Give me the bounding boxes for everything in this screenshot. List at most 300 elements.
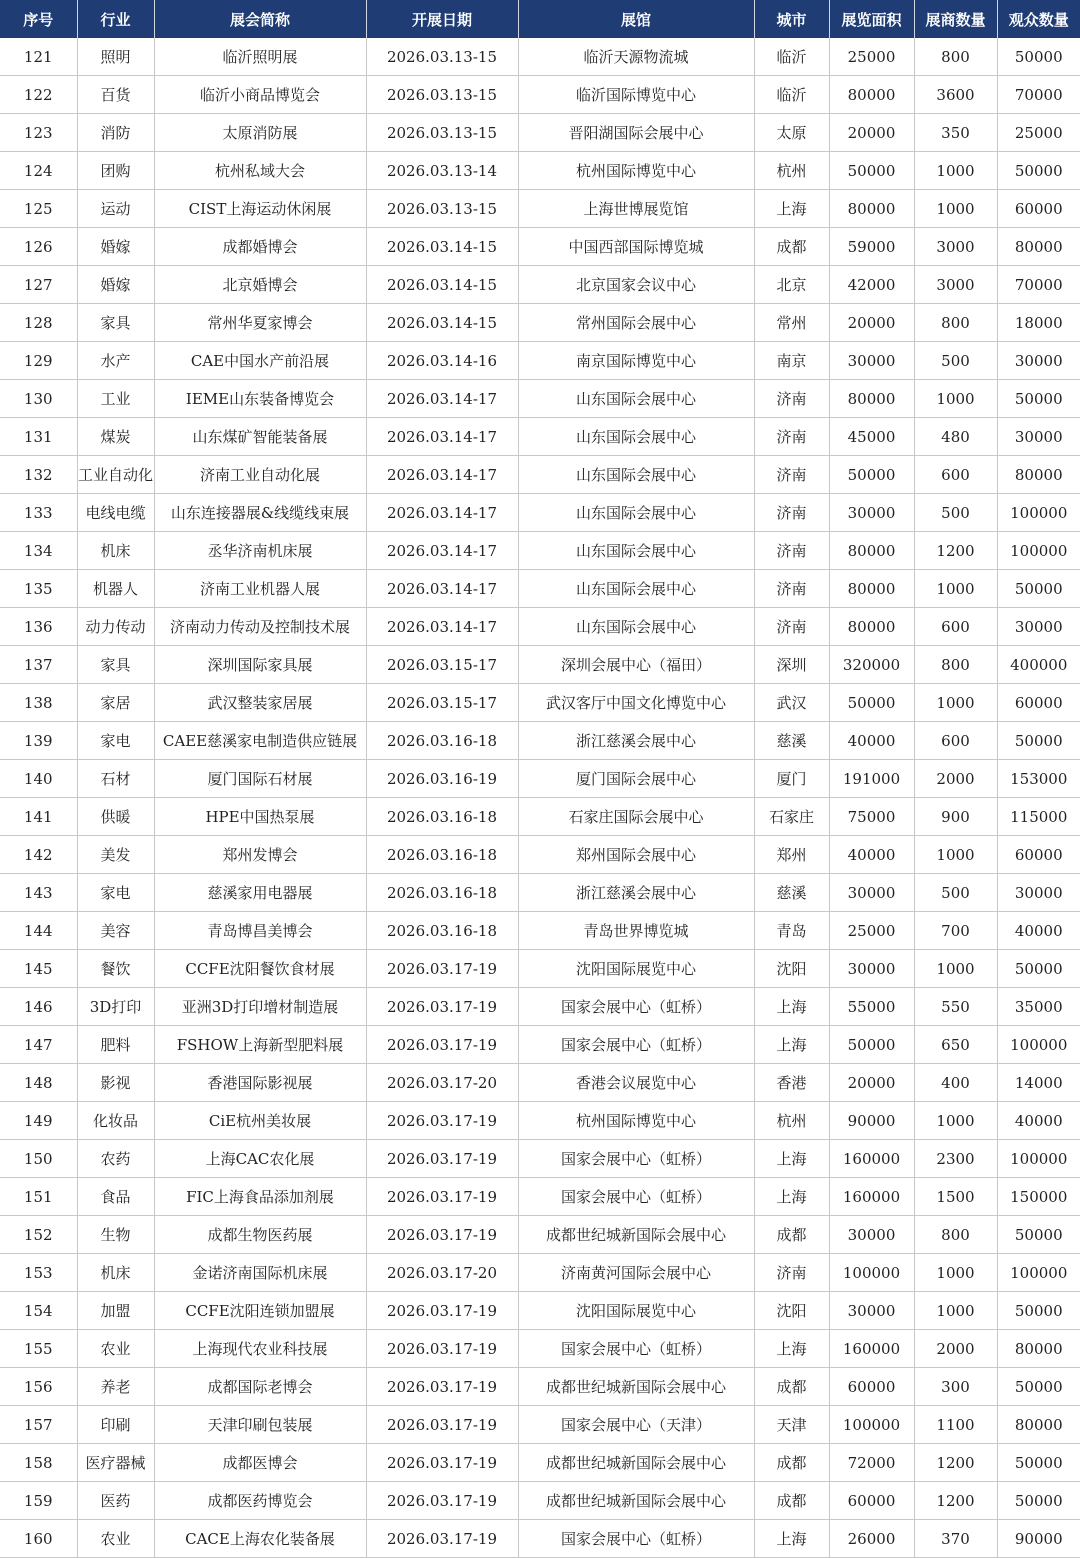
cell-area: 80000 bbox=[829, 570, 914, 608]
cell-exhibition-name: 济南工业自动化展 bbox=[154, 456, 366, 494]
cell-exhibition-name: 山东煤矿智能装备展 bbox=[154, 418, 366, 456]
cell-date: 2026.03.14-17 bbox=[366, 380, 518, 418]
cell-exhibitors: 700 bbox=[914, 912, 997, 950]
cell-industry: 工业 bbox=[77, 380, 154, 418]
cell-area: 30000 bbox=[829, 494, 914, 532]
cell-city: 上海 bbox=[754, 1330, 829, 1368]
cell-venue: 山东国际会展中心 bbox=[518, 608, 754, 646]
cell-index: 146 bbox=[0, 988, 77, 1026]
header-industry: 行业 bbox=[77, 0, 154, 38]
cell-index: 127 bbox=[0, 266, 77, 304]
cell-date: 2026.03.15-17 bbox=[366, 684, 518, 722]
cell-index: 147 bbox=[0, 1026, 77, 1064]
cell-venue: 上海世博展览馆 bbox=[518, 190, 754, 228]
cell-exhibitors: 1000 bbox=[914, 836, 997, 874]
cell-industry: 机床 bbox=[77, 1254, 154, 1292]
table-row bbox=[0, 1406, 1080, 1444]
cell-visitors: 80000 bbox=[997, 1406, 1080, 1444]
cell-index: 132 bbox=[0, 456, 77, 494]
cell-area: 55000 bbox=[829, 988, 914, 1026]
table-row bbox=[0, 76, 1080, 114]
cell-exhibition-name: IEME山东装备博览会 bbox=[154, 380, 366, 418]
cell-date: 2026.03.17-19 bbox=[366, 1330, 518, 1368]
table-row bbox=[0, 608, 1080, 646]
cell-venue: 临沂天源物流城 bbox=[518, 38, 754, 76]
cell-date: 2026.03.16-18 bbox=[366, 798, 518, 836]
cell-industry: 3D打印 bbox=[77, 988, 154, 1026]
cell-venue: 常州国际会展中心 bbox=[518, 304, 754, 342]
cell-index: 149 bbox=[0, 1102, 77, 1140]
cell-visitors: 70000 bbox=[997, 266, 1080, 304]
cell-venue: 沈阳国际展览中心 bbox=[518, 1292, 754, 1330]
cell-visitors: 40000 bbox=[997, 912, 1080, 950]
cell-area: 75000 bbox=[829, 798, 914, 836]
cell-area: 20000 bbox=[829, 114, 914, 152]
cell-city: 济南 bbox=[754, 380, 829, 418]
table-row bbox=[0, 1178, 1080, 1216]
cell-index: 160 bbox=[0, 1520, 77, 1558]
cell-date: 2026.03.14-15 bbox=[366, 228, 518, 266]
cell-area: 30000 bbox=[829, 950, 914, 988]
cell-venue: 武汉客厅中国文化博览中心 bbox=[518, 684, 754, 722]
cell-area: 40000 bbox=[829, 836, 914, 874]
cell-exhibitors: 3000 bbox=[914, 228, 997, 266]
table-row bbox=[0, 152, 1080, 190]
table-row bbox=[0, 1102, 1080, 1140]
cell-area: 50000 bbox=[829, 456, 914, 494]
header-venue: 展馆 bbox=[518, 0, 754, 38]
cell-date: 2026.03.17-19 bbox=[366, 1292, 518, 1330]
cell-venue: 杭州国际博览中心 bbox=[518, 1102, 754, 1140]
cell-city: 成都 bbox=[754, 228, 829, 266]
cell-city: 济南 bbox=[754, 1254, 829, 1292]
cell-exhibition-name: 济南工业机器人展 bbox=[154, 570, 366, 608]
cell-venue: 国家会展中心（虹桥） bbox=[518, 1026, 754, 1064]
cell-area: 320000 bbox=[829, 646, 914, 684]
cell-visitors: 80000 bbox=[997, 228, 1080, 266]
cell-index: 145 bbox=[0, 950, 77, 988]
table-row bbox=[0, 798, 1080, 836]
cell-exhibitors: 650 bbox=[914, 1026, 997, 1064]
cell-exhibitors: 400 bbox=[914, 1064, 997, 1102]
cell-industry: 婚嫁 bbox=[77, 228, 154, 266]
cell-city: 慈溪 bbox=[754, 874, 829, 912]
cell-exhibition-name: 厦门国际石材展 bbox=[154, 760, 366, 798]
cell-industry: 供暖 bbox=[77, 798, 154, 836]
cell-venue: 杭州国际博览中心 bbox=[518, 152, 754, 190]
cell-venue: 国家会展中心（虹桥） bbox=[518, 1178, 754, 1216]
cell-city: 郑州 bbox=[754, 836, 829, 874]
cell-industry: 团购 bbox=[77, 152, 154, 190]
cell-exhibition-name: 上海现代农业科技展 bbox=[154, 1330, 366, 1368]
cell-venue: 山东国际会展中心 bbox=[518, 532, 754, 570]
cell-city: 临沂 bbox=[754, 38, 829, 76]
cell-industry: 家具 bbox=[77, 304, 154, 342]
cell-city: 天津 bbox=[754, 1406, 829, 1444]
cell-city: 常州 bbox=[754, 304, 829, 342]
cell-visitors: 50000 bbox=[997, 38, 1080, 76]
cell-date: 2026.03.14-17 bbox=[366, 570, 518, 608]
cell-visitors: 30000 bbox=[997, 608, 1080, 646]
cell-exhibitors: 3600 bbox=[914, 76, 997, 114]
cell-visitors: 50000 bbox=[997, 152, 1080, 190]
table-row bbox=[0, 570, 1080, 608]
table-row bbox=[0, 114, 1080, 152]
cell-exhibitors: 2000 bbox=[914, 1330, 997, 1368]
cell-venue: 成都世纪城新国际会展中心 bbox=[518, 1482, 754, 1520]
cell-industry: 养老 bbox=[77, 1368, 154, 1406]
cell-index: 125 bbox=[0, 190, 77, 228]
cell-venue: 成都世纪城新国际会展中心 bbox=[518, 1444, 754, 1482]
cell-venue: 山东国际会展中心 bbox=[518, 570, 754, 608]
cell-visitors: 50000 bbox=[997, 1368, 1080, 1406]
cell-venue: 南京国际博览中心 bbox=[518, 342, 754, 380]
cell-industry: 肥料 bbox=[77, 1026, 154, 1064]
cell-exhibition-name: 郑州发博会 bbox=[154, 836, 366, 874]
table-row bbox=[0, 1368, 1080, 1406]
cell-index: 122 bbox=[0, 76, 77, 114]
cell-area: 160000 bbox=[829, 1140, 914, 1178]
table-row bbox=[0, 874, 1080, 912]
cell-date: 2026.03.17-19 bbox=[366, 950, 518, 988]
cell-industry: 医疗器械 bbox=[77, 1444, 154, 1482]
table-row bbox=[0, 304, 1080, 342]
cell-city: 上海 bbox=[754, 1140, 829, 1178]
cell-area: 30000 bbox=[829, 874, 914, 912]
cell-visitors: 60000 bbox=[997, 684, 1080, 722]
cell-date: 2026.03.16-19 bbox=[366, 760, 518, 798]
cell-venue: 临沂国际博览中心 bbox=[518, 76, 754, 114]
header-exhibition-name: 展会简称 bbox=[154, 0, 366, 38]
cell-index: 138 bbox=[0, 684, 77, 722]
cell-date: 2026.03.14-17 bbox=[366, 456, 518, 494]
cell-venue: 中国西部国际博览城 bbox=[518, 228, 754, 266]
cell-area: 26000 bbox=[829, 1520, 914, 1558]
cell-date: 2026.03.14-17 bbox=[366, 608, 518, 646]
table-row bbox=[0, 494, 1080, 532]
cell-city: 上海 bbox=[754, 190, 829, 228]
cell-exhibition-name: 慈溪家用电器展 bbox=[154, 874, 366, 912]
cell-venue: 成都世纪城新国际会展中心 bbox=[518, 1216, 754, 1254]
cell-industry: 加盟 bbox=[77, 1292, 154, 1330]
cell-exhibitors: 1000 bbox=[914, 380, 997, 418]
cell-industry: 消防 bbox=[77, 114, 154, 152]
cell-index: 154 bbox=[0, 1292, 77, 1330]
cell-exhibitors: 1200 bbox=[914, 1482, 997, 1520]
cell-date: 2026.03.14-15 bbox=[366, 304, 518, 342]
cell-city: 上海 bbox=[754, 1178, 829, 1216]
cell-exhibition-name: 成都医博会 bbox=[154, 1444, 366, 1482]
cell-venue: 香港会议展览中心 bbox=[518, 1064, 754, 1102]
cell-industry: 影视 bbox=[77, 1064, 154, 1102]
cell-industry: 化妆品 bbox=[77, 1102, 154, 1140]
cell-index: 130 bbox=[0, 380, 77, 418]
cell-exhibitors: 3000 bbox=[914, 266, 997, 304]
cell-exhibitors: 800 bbox=[914, 1216, 997, 1254]
cell-visitors: 35000 bbox=[997, 988, 1080, 1026]
cell-date: 2026.03.13-15 bbox=[366, 190, 518, 228]
cell-industry: 婚嫁 bbox=[77, 266, 154, 304]
cell-city: 深圳 bbox=[754, 646, 829, 684]
cell-visitors: 50000 bbox=[997, 1444, 1080, 1482]
cell-exhibitors: 800 bbox=[914, 38, 997, 76]
cell-index: 140 bbox=[0, 760, 77, 798]
cell-industry: 医药 bbox=[77, 1482, 154, 1520]
cell-area: 59000 bbox=[829, 228, 914, 266]
cell-industry: 印刷 bbox=[77, 1406, 154, 1444]
cell-exhibition-name: CACE上海农化装备展 bbox=[154, 1520, 366, 1558]
cell-exhibitors: 480 bbox=[914, 418, 997, 456]
table-row bbox=[0, 266, 1080, 304]
cell-area: 40000 bbox=[829, 722, 914, 760]
cell-area: 50000 bbox=[829, 684, 914, 722]
table-row bbox=[0, 456, 1080, 494]
cell-date: 2026.03.17-20 bbox=[366, 1254, 518, 1292]
table-row bbox=[0, 1330, 1080, 1368]
cell-date: 2026.03.16-18 bbox=[366, 874, 518, 912]
cell-visitors: 50000 bbox=[997, 570, 1080, 608]
cell-index: 153 bbox=[0, 1254, 77, 1292]
cell-exhibition-name: 成都生物医药展 bbox=[154, 1216, 366, 1254]
cell-exhibitors: 1000 bbox=[914, 190, 997, 228]
cell-exhibitors: 1200 bbox=[914, 1444, 997, 1482]
cell-visitors: 153000 bbox=[997, 760, 1080, 798]
table-row bbox=[0, 836, 1080, 874]
cell-industry: 生物 bbox=[77, 1216, 154, 1254]
cell-date: 2026.03.17-19 bbox=[366, 988, 518, 1026]
cell-index: 135 bbox=[0, 570, 77, 608]
cell-area: 100000 bbox=[829, 1254, 914, 1292]
cell-venue: 晋阳湖国际会展中心 bbox=[518, 114, 754, 152]
table-row bbox=[0, 722, 1080, 760]
cell-exhibitors: 1000 bbox=[914, 1254, 997, 1292]
cell-exhibition-name: 成都婚博会 bbox=[154, 228, 366, 266]
cell-exhibitors: 500 bbox=[914, 342, 997, 380]
table-row bbox=[0, 228, 1080, 266]
cell-index: 123 bbox=[0, 114, 77, 152]
cell-date: 2026.03.17-19 bbox=[366, 1520, 518, 1558]
table-row bbox=[0, 1292, 1080, 1330]
cell-visitors: 50000 bbox=[997, 1482, 1080, 1520]
cell-index: 150 bbox=[0, 1140, 77, 1178]
cell-venue: 深圳会展中心（福田） bbox=[518, 646, 754, 684]
cell-exhibitors: 800 bbox=[914, 304, 997, 342]
cell-exhibitors: 600 bbox=[914, 608, 997, 646]
cell-date: 2026.03.15-17 bbox=[366, 646, 518, 684]
cell-visitors: 50000 bbox=[997, 1292, 1080, 1330]
cell-exhibition-name: 金诺济南国际机床展 bbox=[154, 1254, 366, 1292]
cell-venue: 国家会展中心（虹桥） bbox=[518, 1330, 754, 1368]
cell-visitors: 14000 bbox=[997, 1064, 1080, 1102]
cell-visitors: 80000 bbox=[997, 1330, 1080, 1368]
cell-exhibition-name: 亚洲3D打印增材制造展 bbox=[154, 988, 366, 1026]
cell-city: 杭州 bbox=[754, 1102, 829, 1140]
table-row bbox=[0, 988, 1080, 1026]
cell-visitors: 115000 bbox=[997, 798, 1080, 836]
cell-city: 济南 bbox=[754, 418, 829, 456]
cell-venue: 浙江慈溪会展中心 bbox=[518, 722, 754, 760]
cell-city: 北京 bbox=[754, 266, 829, 304]
cell-city: 香港 bbox=[754, 1064, 829, 1102]
cell-exhibitors: 1500 bbox=[914, 1178, 997, 1216]
cell-city: 成都 bbox=[754, 1482, 829, 1520]
cell-index: 121 bbox=[0, 38, 77, 76]
cell-exhibition-name: 香港国际影视展 bbox=[154, 1064, 366, 1102]
cell-city: 上海 bbox=[754, 988, 829, 1026]
cell-exhibition-name: 北京婚博会 bbox=[154, 266, 366, 304]
cell-exhibitors: 1100 bbox=[914, 1406, 997, 1444]
cell-visitors: 80000 bbox=[997, 456, 1080, 494]
cell-industry: 餐饮 bbox=[77, 950, 154, 988]
cell-visitors: 50000 bbox=[997, 1216, 1080, 1254]
cell-venue: 成都世纪城新国际会展中心 bbox=[518, 1368, 754, 1406]
cell-index: 148 bbox=[0, 1064, 77, 1102]
cell-city: 临沂 bbox=[754, 76, 829, 114]
cell-venue: 山东国际会展中心 bbox=[518, 456, 754, 494]
cell-visitors: 100000 bbox=[997, 1254, 1080, 1292]
cell-exhibitors: 1000 bbox=[914, 950, 997, 988]
cell-exhibitors: 1000 bbox=[914, 1102, 997, 1140]
header-visitors: 观众数量 bbox=[997, 0, 1080, 38]
cell-exhibition-name: 成都医药博览会 bbox=[154, 1482, 366, 1520]
cell-date: 2026.03.14-15 bbox=[366, 266, 518, 304]
cell-index: 137 bbox=[0, 646, 77, 684]
cell-city: 济南 bbox=[754, 494, 829, 532]
cell-venue: 国家会展中心（虹桥） bbox=[518, 1520, 754, 1558]
cell-venue: 国家会展中心（天津） bbox=[518, 1406, 754, 1444]
cell-area: 160000 bbox=[829, 1330, 914, 1368]
cell-city: 石家庄 bbox=[754, 798, 829, 836]
cell-industry: 动力传动 bbox=[77, 608, 154, 646]
cell-area: 72000 bbox=[829, 1444, 914, 1482]
cell-exhibitors: 600 bbox=[914, 722, 997, 760]
cell-exhibition-name: 临沂照明展 bbox=[154, 38, 366, 76]
cell-exhibition-name: FIC上海食品添加剂展 bbox=[154, 1178, 366, 1216]
cell-area: 45000 bbox=[829, 418, 914, 456]
cell-area: 80000 bbox=[829, 190, 914, 228]
table-row bbox=[0, 1216, 1080, 1254]
table-body bbox=[0, 38, 1080, 1558]
table-row bbox=[0, 646, 1080, 684]
cell-city: 济南 bbox=[754, 456, 829, 494]
cell-date: 2026.03.14-16 bbox=[366, 342, 518, 380]
cell-exhibitors: 300 bbox=[914, 1368, 997, 1406]
cell-date: 2026.03.17-19 bbox=[366, 1406, 518, 1444]
cell-visitors: 60000 bbox=[997, 836, 1080, 874]
cell-index: 136 bbox=[0, 608, 77, 646]
cell-city: 济南 bbox=[754, 608, 829, 646]
cell-venue: 山东国际会展中心 bbox=[518, 380, 754, 418]
cell-index: 133 bbox=[0, 494, 77, 532]
cell-city: 武汉 bbox=[754, 684, 829, 722]
cell-date: 2026.03.17-19 bbox=[366, 1102, 518, 1140]
cell-index: 128 bbox=[0, 304, 77, 342]
cell-area: 80000 bbox=[829, 608, 914, 646]
cell-venue: 山东国际会展中心 bbox=[518, 494, 754, 532]
cell-city: 杭州 bbox=[754, 152, 829, 190]
cell-index: 158 bbox=[0, 1444, 77, 1482]
cell-exhibitors: 500 bbox=[914, 874, 997, 912]
cell-venue: 沈阳国际展览中心 bbox=[518, 950, 754, 988]
cell-visitors: 100000 bbox=[997, 1026, 1080, 1064]
table-row bbox=[0, 1444, 1080, 1482]
cell-area: 60000 bbox=[829, 1482, 914, 1520]
cell-visitors: 50000 bbox=[997, 722, 1080, 760]
cell-city: 成都 bbox=[754, 1444, 829, 1482]
cell-exhibition-name: CCFE沈阳连锁加盟展 bbox=[154, 1292, 366, 1330]
cell-date: 2026.03.16-18 bbox=[366, 722, 518, 760]
cell-city: 上海 bbox=[754, 1026, 829, 1064]
cell-exhibition-name: FSHOW上海新型肥料展 bbox=[154, 1026, 366, 1064]
cell-venue: 济南黄河国际会展中心 bbox=[518, 1254, 754, 1292]
cell-visitors: 100000 bbox=[997, 532, 1080, 570]
cell-city: 青岛 bbox=[754, 912, 829, 950]
cell-venue: 国家会展中心（虹桥） bbox=[518, 1140, 754, 1178]
cell-visitors: 40000 bbox=[997, 1102, 1080, 1140]
cell-area: 50000 bbox=[829, 1026, 914, 1064]
table-row bbox=[0, 950, 1080, 988]
cell-area: 42000 bbox=[829, 266, 914, 304]
cell-venue: 山东国际会展中心 bbox=[518, 418, 754, 456]
cell-exhibitors: 1000 bbox=[914, 684, 997, 722]
table-row bbox=[0, 1140, 1080, 1178]
cell-industry: 水产 bbox=[77, 342, 154, 380]
cell-city: 南京 bbox=[754, 342, 829, 380]
cell-date: 2026.03.17-19 bbox=[366, 1140, 518, 1178]
cell-exhibition-name: 常州华夏家博会 bbox=[154, 304, 366, 342]
cell-industry: 电线电缆 bbox=[77, 494, 154, 532]
cell-exhibitors: 1000 bbox=[914, 1292, 997, 1330]
table-row bbox=[0, 1064, 1080, 1102]
cell-visitors: 90000 bbox=[997, 1520, 1080, 1558]
cell-city: 沈阳 bbox=[754, 1292, 829, 1330]
cell-industry: 机床 bbox=[77, 532, 154, 570]
cell-index: 152 bbox=[0, 1216, 77, 1254]
cell-date: 2026.03.17-19 bbox=[366, 1026, 518, 1064]
cell-index: 143 bbox=[0, 874, 77, 912]
table-row bbox=[0, 684, 1080, 722]
cell-date: 2026.03.14-17 bbox=[366, 532, 518, 570]
cell-industry: 农业 bbox=[77, 1520, 154, 1558]
cell-visitors: 70000 bbox=[997, 76, 1080, 114]
cell-date: 2026.03.17-19 bbox=[366, 1482, 518, 1520]
cell-exhibition-name: 成都国际老博会 bbox=[154, 1368, 366, 1406]
cell-industry: 农业 bbox=[77, 1330, 154, 1368]
table-row bbox=[0, 912, 1080, 950]
cell-exhibition-name: 临沂小商品博览会 bbox=[154, 76, 366, 114]
cell-industry: 照明 bbox=[77, 38, 154, 76]
table-row bbox=[0, 1520, 1080, 1558]
cell-venue: 浙江慈溪会展中心 bbox=[518, 874, 754, 912]
cell-city: 太原 bbox=[754, 114, 829, 152]
cell-exhibition-name: 杭州私域大会 bbox=[154, 152, 366, 190]
cell-industry: 家具 bbox=[77, 646, 154, 684]
cell-date: 2026.03.16-18 bbox=[366, 912, 518, 950]
cell-index: 129 bbox=[0, 342, 77, 380]
cell-area: 100000 bbox=[829, 1406, 914, 1444]
cell-date: 2026.03.14-17 bbox=[366, 494, 518, 532]
cell-industry: 美发 bbox=[77, 836, 154, 874]
cell-venue: 青岛世界博览城 bbox=[518, 912, 754, 950]
cell-area: 30000 bbox=[829, 1292, 914, 1330]
cell-city: 沈阳 bbox=[754, 950, 829, 988]
cell-exhibition-name: CAEE慈溪家电制造供应链展 bbox=[154, 722, 366, 760]
cell-index: 151 bbox=[0, 1178, 77, 1216]
cell-visitors: 30000 bbox=[997, 342, 1080, 380]
cell-area: 160000 bbox=[829, 1178, 914, 1216]
cell-date: 2026.03.13-14 bbox=[366, 152, 518, 190]
cell-index: 156 bbox=[0, 1368, 77, 1406]
